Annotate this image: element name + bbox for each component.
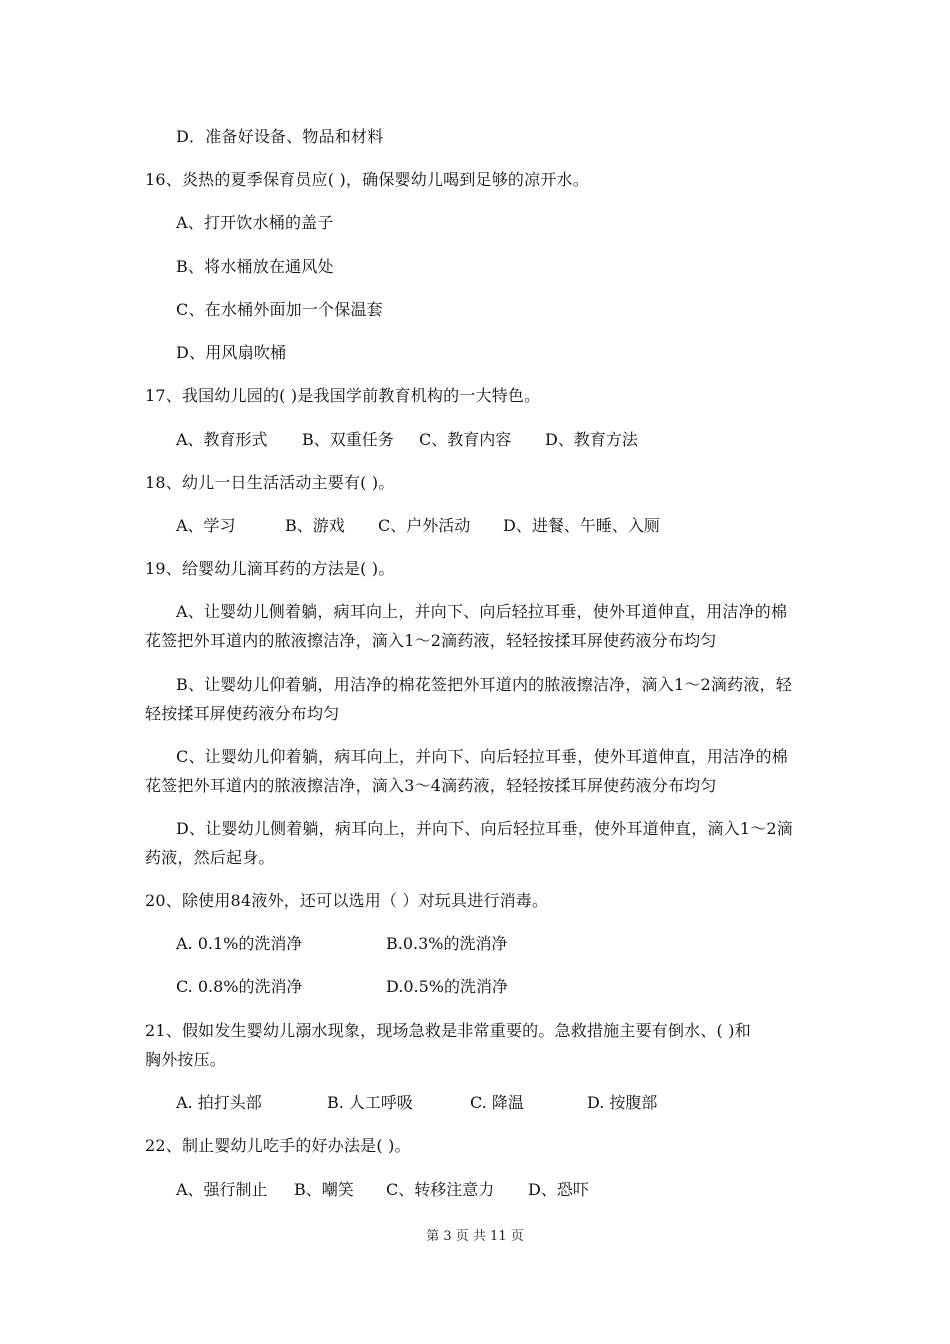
- q19-option-d-line2: 药液，然后起身。: [145, 848, 275, 867]
- page-number-footer: 第 3 页 共 11 页: [426, 1229, 524, 1244]
- q19-option-c-line1: C、让婴幼儿仰着躺，病耳向上，并向下、向后轻拉耳垂，使外耳道伸直，用洁净的棉: [176, 747, 788, 766]
- q16-option-c: C、在水桶外面加一个保温套: [176, 300, 383, 319]
- q21-option-c: C. 降温: [470, 1093, 524, 1112]
- question-20: 20、除使用84液外，还可以选用（ ）对玩具进行消毒。: [145, 891, 549, 910]
- question-19: 19、给婴幼儿滴耳药的方法是( )。: [145, 559, 395, 578]
- q18-option-d: D、进餐、午睡、入厕: [503, 516, 660, 535]
- q20-option-c: C. 0.8%的洗消净: [176, 977, 303, 996]
- q16-option-d: D、用风扇吹桶: [176, 343, 287, 362]
- question-21-line2: 胸外按压。: [145, 1050, 227, 1069]
- q20-option-d: D.0.5%的洗消净: [386, 977, 508, 996]
- q16-option-a: A、打开饮水桶的盖子: [176, 213, 334, 232]
- q19-option-b-line1: B、让婴幼儿仰着躺，用洁净的棉花签把外耳道内的脓液擦洁净，滴入1～2滴药液，轻: [176, 675, 792, 694]
- q18-option-a: A、学习: [176, 516, 236, 535]
- q21-option-d: D. 按腹部: [587, 1093, 658, 1112]
- q17-option-a: A、教育形式: [176, 430, 268, 449]
- q17-option-b: B、双重任务: [302, 430, 394, 449]
- q19-option-d-line1: D、让婴幼儿侧着躺，病耳向上，并向下、向后轻拉耳垂，使外耳道伸直，滴入1～2滴: [176, 819, 793, 838]
- q22-option-a: A、强行制止: [176, 1180, 268, 1199]
- q17-option-d: D、教育方法: [545, 430, 638, 449]
- q19-option-c-line2: 花签把外耳道内的脓液擦洁净，滴入3～4滴药液，轻轻按揉耳屏使药液分布均匀: [145, 776, 717, 795]
- q16-option-b: B、将水桶放在通风处: [176, 257, 334, 276]
- question-17: 17、我国幼儿园的( )是我国学前教育机构的一大特色。: [145, 386, 541, 405]
- question-21-line1: 21、假如发生婴幼儿溺水现象，现场急救是非常重要的。急救措施主要有倒水、( )和: [145, 1021, 751, 1040]
- question-22: 22、制止婴幼儿吃手的好办法是( )。: [145, 1136, 411, 1155]
- q19-option-b-line2: 轻按揉耳屏使药液分布均匀: [145, 704, 340, 723]
- q18-option-b: B、游戏: [285, 516, 345, 535]
- q19-option-a-line1: A、让婴幼儿侧着躺，病耳向上，并向下、向后轻拉耳垂，使外耳道伸直，用洁净的棉: [176, 602, 788, 621]
- q22-option-c: C、转移注意力: [386, 1180, 495, 1199]
- q18-option-c: C、户外活动: [378, 516, 471, 535]
- q21-option-a: A. 拍打头部: [176, 1093, 262, 1112]
- q15-option-d: D．准备好设备、物品和材料: [176, 127, 384, 146]
- q21-option-b: B. 人工呼吸: [327, 1093, 413, 1112]
- q19-option-a-line2: 花签把外耳道内的脓液擦洁净，滴入1～2滴药液，轻轻按揉耳屏使药液分布均匀: [145, 631, 717, 650]
- q22-option-b: B、嘲笑: [294, 1180, 354, 1199]
- q20-option-a: A. 0.1%的洗消净: [176, 934, 303, 953]
- question-18: 18、幼儿一日生活活动主要有( )。: [145, 473, 395, 492]
- q17-option-c: C、教育内容: [419, 430, 512, 449]
- q22-option-d: D、恐吓: [528, 1180, 589, 1199]
- q20-option-b: B.0.3%的洗消净: [386, 934, 508, 953]
- question-16: 16、炎热的夏季保育员应( )，确保婴幼儿喝到足够的凉开水。: [145, 170, 589, 189]
